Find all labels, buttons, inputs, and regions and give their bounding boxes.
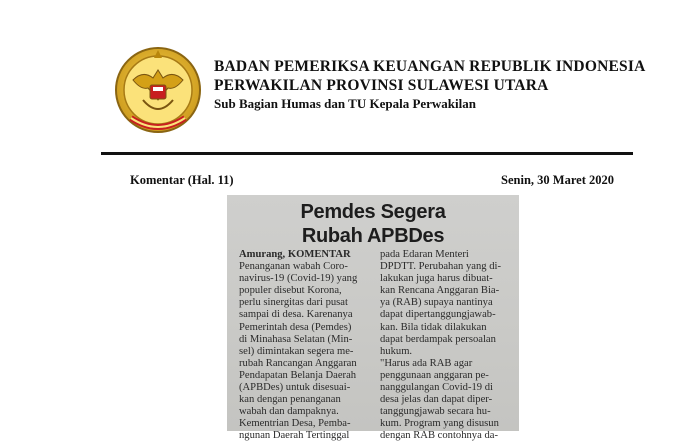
article-line: dengan RAB contohnya da- xyxy=(380,430,498,442)
newspaper-clipping xyxy=(227,195,519,442)
article-line: sampai di desa. Karenanya xyxy=(239,309,353,321)
article-line: navirus-19 (Covid-19) yang xyxy=(239,273,358,285)
article-line: di Minahasa Selatan (Min- xyxy=(239,333,353,345)
article-line: Pendapatan Belanja Daerah xyxy=(239,369,357,381)
article-line: pada Edaran Menteri xyxy=(380,249,469,260)
article-line: hukum. xyxy=(380,345,413,357)
article-line: tanggungjawab secara hu- xyxy=(380,406,491,418)
article-byline: Amurang, KOMENTAR xyxy=(239,249,351,260)
article-line: Kementrian Desa, Pemba- xyxy=(239,418,351,430)
org-name: BADAN PEMERIKSA KEUANGAN REPUBLIK INDONESIA xyxy=(214,58,646,75)
newspaper-source: Komentar (Hal. 11) xyxy=(130,173,234,187)
article-line: kan. Bila tidak dilakukan xyxy=(380,321,487,333)
publication-date: Senin, 30 Maret 2020 xyxy=(501,173,614,187)
article-line: ya (RAB) supaya nantinya xyxy=(380,297,493,309)
article-line: Penanganan wabah Coro- xyxy=(239,261,348,273)
article-line: (APBDes) untuk disesuai- xyxy=(239,382,351,394)
article-line: dapat berdampak persoalan xyxy=(380,333,496,345)
article-line: DPDTT. Perubahan yang di- xyxy=(380,261,502,273)
article-line: perlu sinergitas dari pusat xyxy=(239,297,348,309)
article-line: "Harus ada RAB agar xyxy=(380,357,473,369)
article-line: lakukan juga harus dibuat- xyxy=(380,273,493,285)
article-line: wabah dan dampaknya. xyxy=(239,406,339,418)
org-branch: PERWAKILAN PROVINSI SULAWESI UTARA xyxy=(214,77,549,94)
article-column-left xyxy=(239,249,375,443)
header-divider xyxy=(101,152,633,155)
article-line: ngunan Daerah Tertinggal xyxy=(239,430,350,442)
article-line: populer disebut Korona, xyxy=(239,285,342,297)
article-line: desa jelas dan dapat diper- xyxy=(380,394,493,406)
bpk-emblem-logo xyxy=(113,40,203,144)
article-line: kum. Program yang disusun xyxy=(380,418,499,430)
article-line: kan Rencana Anggaran Bia- xyxy=(380,285,500,297)
article-title-line1: Pemdes Segera xyxy=(300,201,446,223)
article-line: sel) dimintakan segera me- xyxy=(239,345,354,357)
organization-header xyxy=(214,57,645,113)
org-subdivision: Sub Bagian Humas dan TU Kepala Perwakilan xyxy=(214,96,476,111)
article-line: penggunaan anggaran pe- xyxy=(380,369,489,381)
article-line: kan dengan penanganan xyxy=(239,394,341,406)
article-column-right xyxy=(380,249,516,443)
article-line: Pemerintah desa (Pemdes) xyxy=(239,321,352,333)
article-title-line2: Rubah APBDes xyxy=(301,225,445,247)
article-line: dapat dipertanggungjawab- xyxy=(380,309,496,321)
article-line: nanggulangan Covid-19 di xyxy=(380,382,493,394)
article-line: rubah Rancangan Anggaran xyxy=(239,357,357,369)
